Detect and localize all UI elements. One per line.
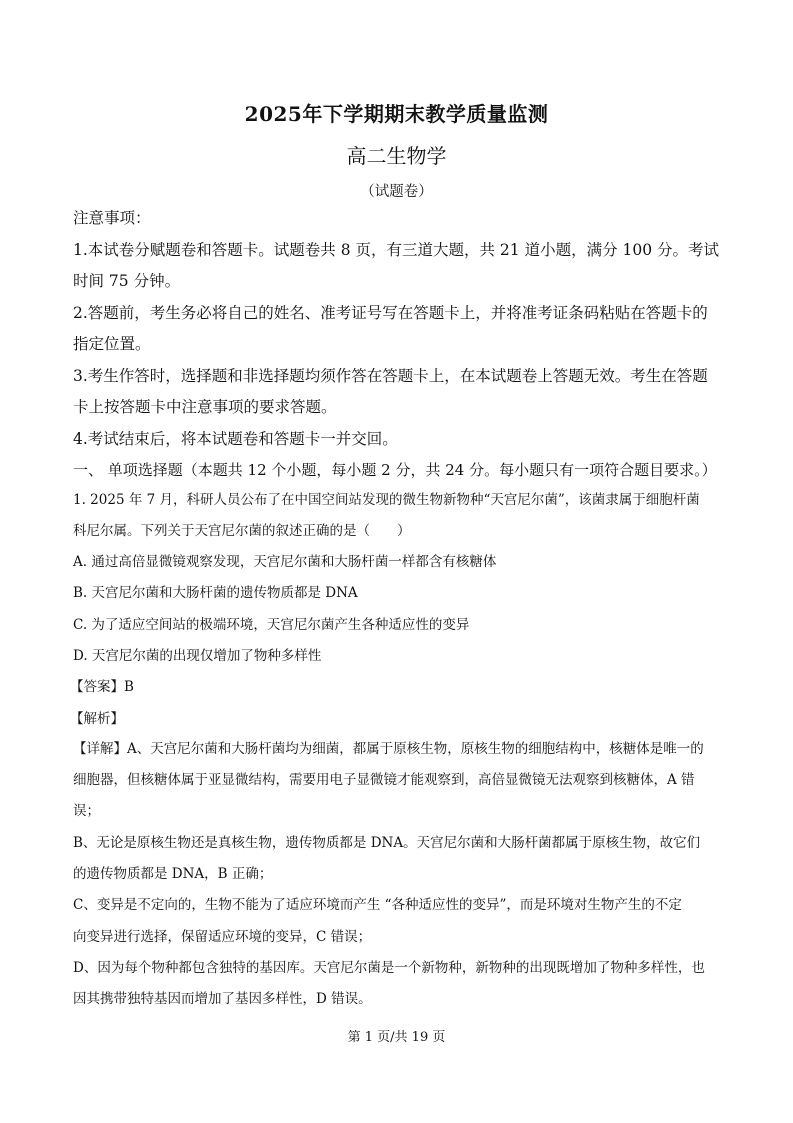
page-footer: 第 1 页/共 19 页 bbox=[347, 1030, 446, 1045]
note-item-3-line-2: 卡上按答题卡中注意事项的要求答题。 bbox=[73, 398, 337, 416]
detail-line-8: D、因为每个物种都包含独特的基因库。天宫尼尔菌是一个新物种，新物种的出现既增加了物种多样性，也 bbox=[73, 960, 705, 976]
question-1-stem-line-2: 科尼尔属。下列关于天宫尼尔菌的叙述正确的是（ ） bbox=[73, 523, 411, 539]
paper-type: （试题卷） bbox=[360, 184, 433, 200]
option-c: C. 为了适应空间站的极端环境，天宫尼尔菌产生各种适应性的变异 bbox=[73, 617, 470, 633]
option-d: D. 天宫尼尔菌的出现仅增加了物种多样性 bbox=[73, 648, 322, 664]
detail-line-9: 因其携带独特基因而增加了基因多样性，D 错误。 bbox=[73, 991, 372, 1007]
analysis-heading: 【解析】 bbox=[70, 711, 124, 727]
note-item-2-line-1: 2.答题前，考生务必将自己的姓名、准考证号写在答题卡上，并将准考证条码粘贴在答题卡的 bbox=[73, 304, 708, 322]
detail-line-4: B、无论是原核生物还是真核生物，遗传物质都是 DNA。天宫尼尔菌和大肠杆菌都属于原核生物，故它们 bbox=[73, 835, 701, 851]
detail-line-2: 细胞器，但核糖体属于亚显微结构，需要用电子显微镜才能观察到，高倍显微镜无法观察到核糖体，A 错 bbox=[73, 772, 695, 788]
option-a: A. 通过高倍显微镜观察发现，天宫尼尔菌和大肠杆菌一样都含有核糖体 bbox=[73, 554, 497, 570]
question-1-stem-line-1: 1. 2025 年 7 月，科研人员公布了在中国空间站发现的微生物新物种“天宫尼尔菌”，该菌隶属于细胞杆菌 bbox=[73, 492, 700, 508]
section-heading: 一、 单项选择题（本题共 12 个小题，每小题 2 分，共 24 分。每小题只有一项符合题目要求。） bbox=[73, 461, 717, 479]
note-item-1-line-2: 时间 75 分钟。 bbox=[73, 272, 181, 290]
note-item-3-line-1: 3.考生作答时，选择题和非选择题均须作答在答题卡上，在本试题卷上答题无效。考生在答题 bbox=[73, 367, 708, 385]
note-item-2-line-2: 指定位置。 bbox=[73, 335, 151, 353]
answer-label: 【答案】B bbox=[70, 679, 134, 695]
detail-line-6: C、变异是不定向的，生物不能为了适应环境而产生 “各种适应性的变异”，而是环境对生物产生的不定 bbox=[73, 897, 682, 913]
subject-title: 高二生物学 bbox=[346, 144, 447, 168]
detail-line-1: 【详解】A、天宫尼尔菌和大肠杆菌均为细菌，都属于原核生物，原核生物的细胞结构中，核糖体是唯一的 bbox=[73, 741, 704, 757]
detail-line-7: 向变异进行选择，保留适应环境的变异，C 错误； bbox=[73, 929, 372, 945]
note-item-1-line-1: 1.本试卷分赋题卷和答题卡。试题卷共 8 页，有三道大题，共 21 道小题，满分 100 分。考试 bbox=[73, 241, 720, 259]
detail-line-3: 误； bbox=[73, 803, 100, 819]
notes-heading: 注意事项： bbox=[73, 209, 151, 227]
note-item-4-line-1: 4.考试结束后，将本试题卷和答题卡一并交回。 bbox=[73, 430, 398, 448]
detail-line-5: 的遗传物质都是 DNA，B 正确； bbox=[73, 866, 273, 882]
exam-title: 2025年下学期期末教学质量监测 bbox=[244, 102, 549, 126]
option-b: B. 天宫尼尔菌和大肠杆菌的遗传物质都是 DNA bbox=[73, 585, 358, 601]
